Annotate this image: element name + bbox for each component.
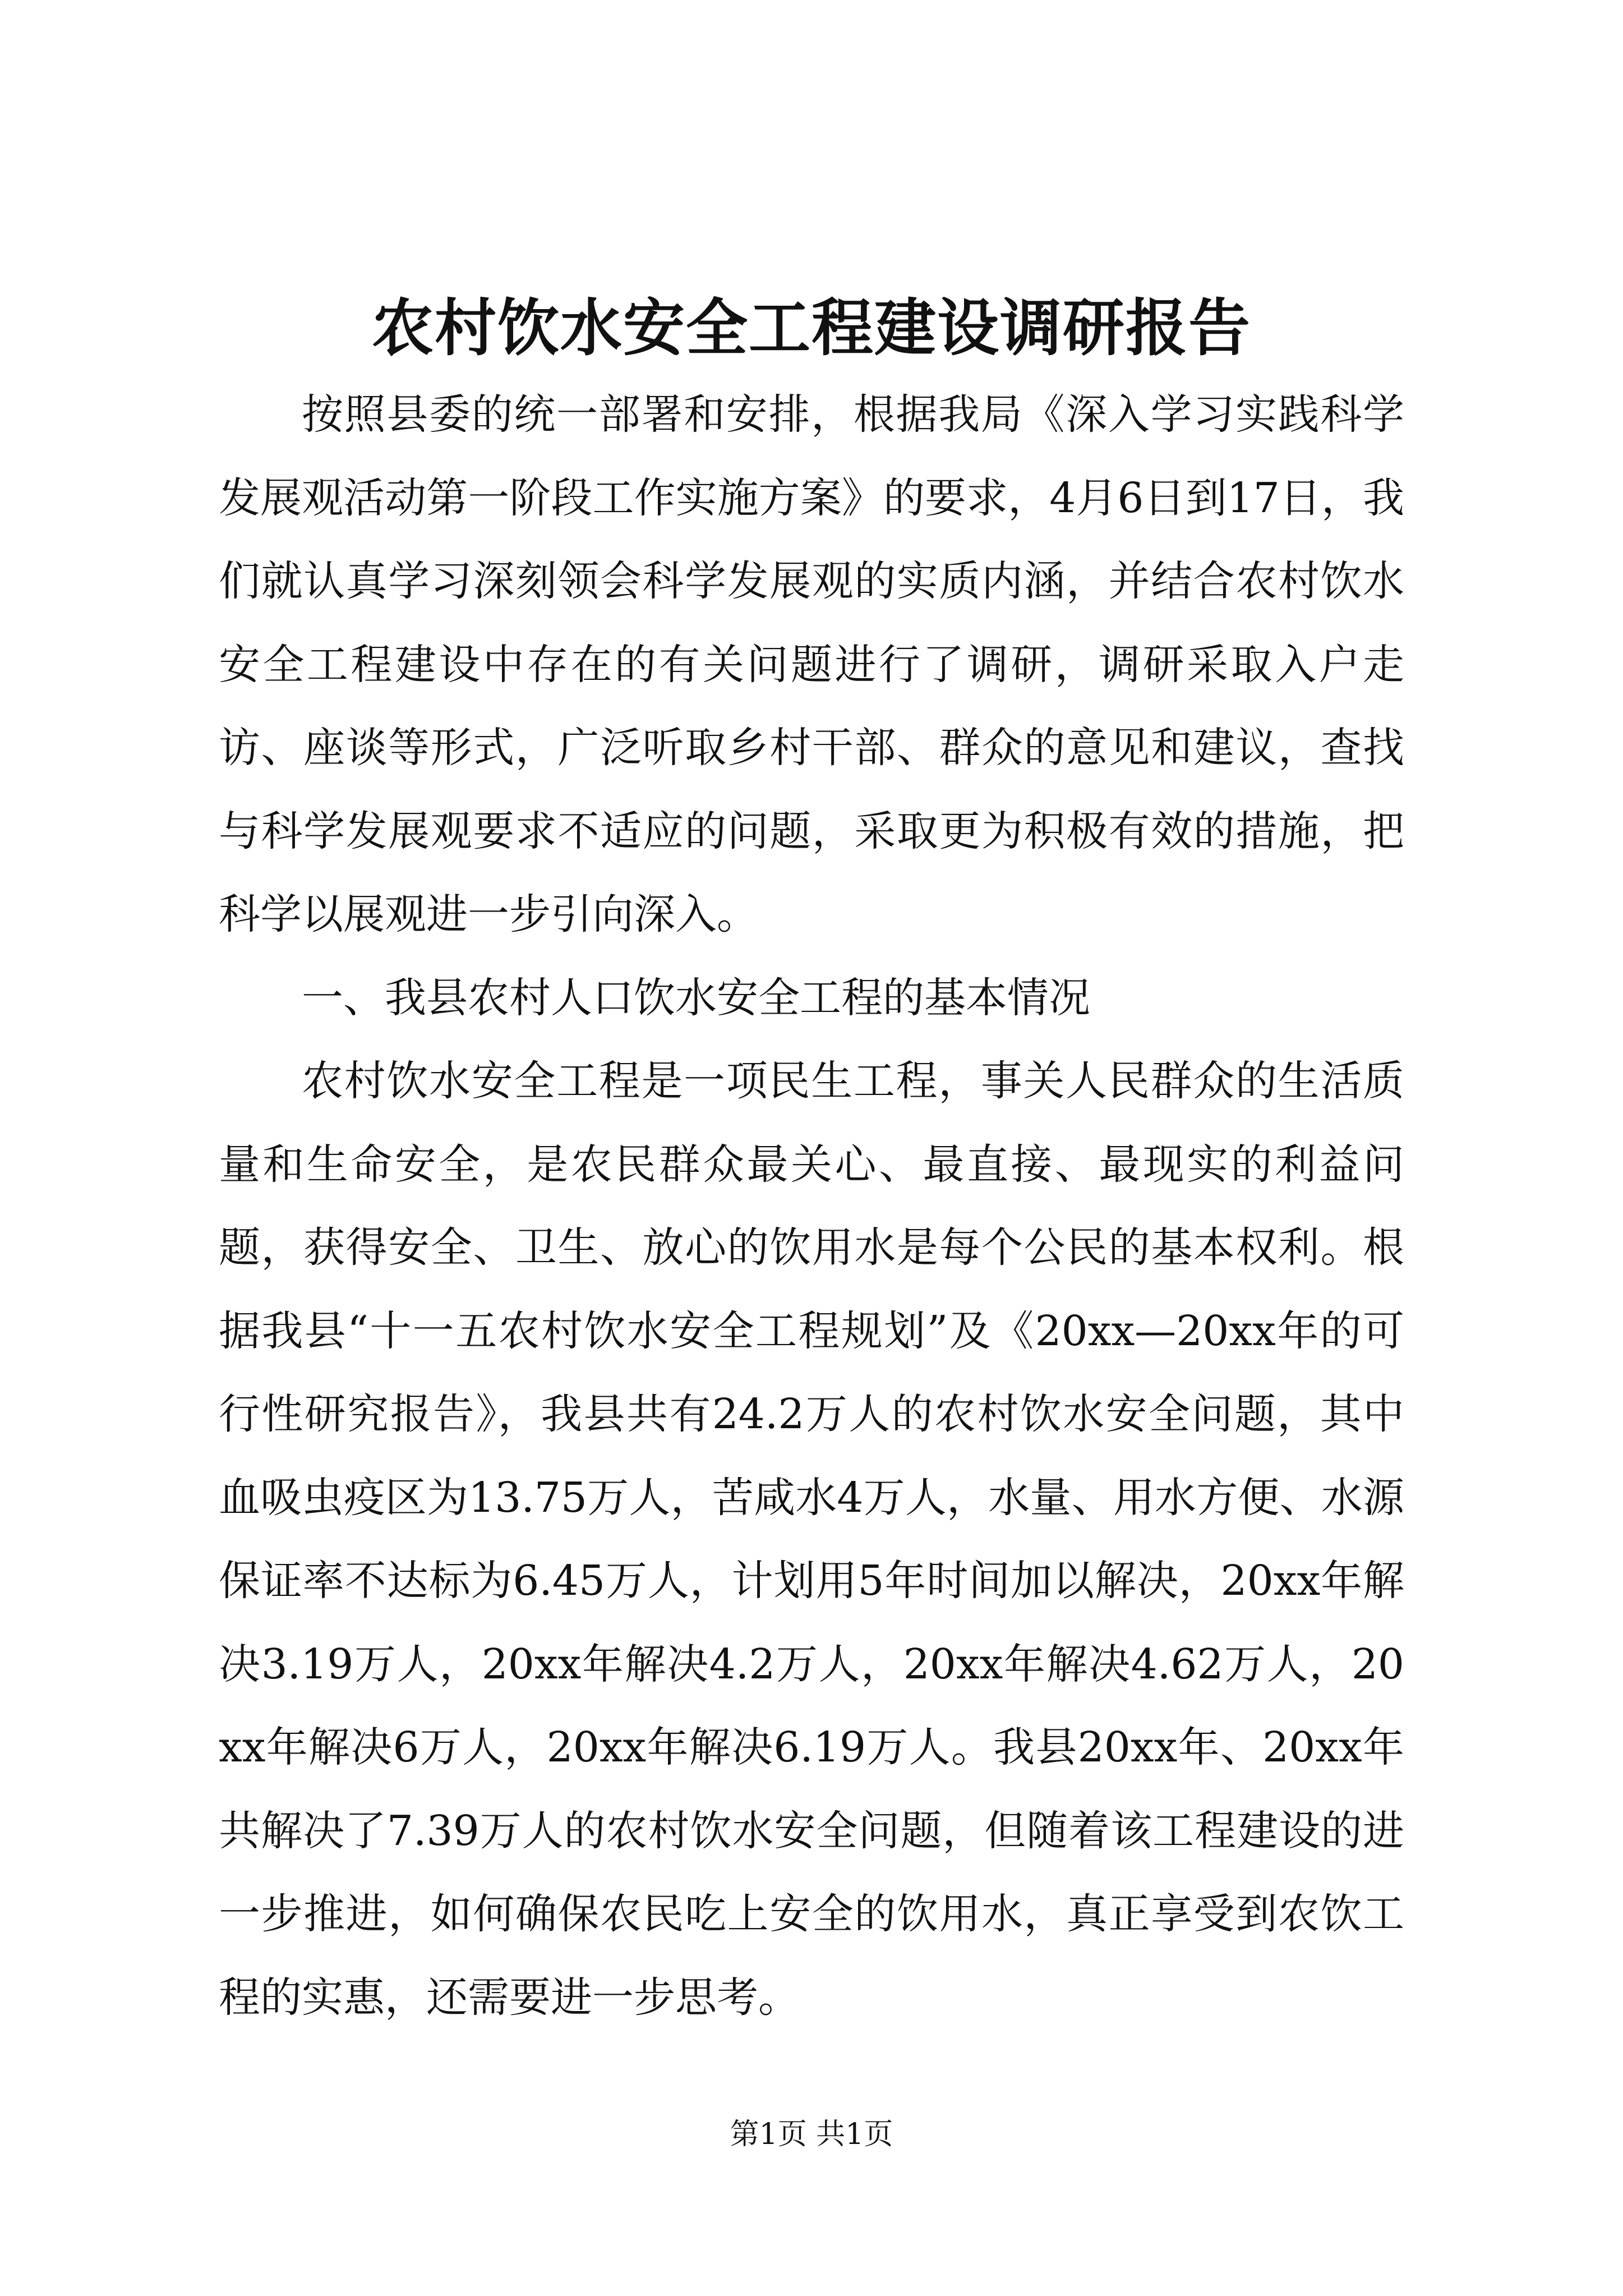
page-footer: 第1页 共1页 [730,2118,893,2151]
basic-situation-paragraph: 农村饮水安全工程是一项民生工程，事关人民群众的生活质量和生命安全，是农民群众最关心、最直接、最现实的利益问题，获得安全、卫生、放心的饮用水是每个公民的基本权利。根据我县“十一五农村饮水安全工程规划”及《20xx—20xx年的可行性研究报告》，我县共有24.2万人的农村饮水安全问题，其中血吸虫疫区为13.75万人，苦咸水4万人，水量、用水方便、水源保证率不达标为6.45万人，计划用5年时间加以解决，20xx年解决3.19万人，20xx年解决4.2万人，20xx年解决4.62万人，20xx年解决6万人，20xx年解决6.19万人。我县20xx年、20xx年共解决了7.39万人的农村饮水安全问题，但随着该工程建设的进一步推进，如何确保农民吃上安全的饮用水，真正享受到农饮工程的实惠，还需要进一步思考。 [219,1057,1404,2022]
section-heading: 一、我县农村人口饮水安全工程的基本情况 [302,973,1090,1022]
document-title: 农村饮水安全工程建设调研报告 [372,292,1251,364]
document-body [219,373,1404,2039]
intro-paragraph: 按照县委的统一部署和安排，根据我局《深入学习实践科学发展观活动第一阶段工作实施方案》的要求，4月6日到17日，我们就认真学习深刻领会科学发展观的实质内涵，并结合农村饮水安全工程建设中存在的有关问题进行了调研，调研采取入户走访、座谈等形式，广泛听取乡村干部、群众的意见和建议，查找与科学发展观要求不适应的问题，采取更为积极有效的措施，把科学以展观进一步引向深入。 [219,390,1404,938]
